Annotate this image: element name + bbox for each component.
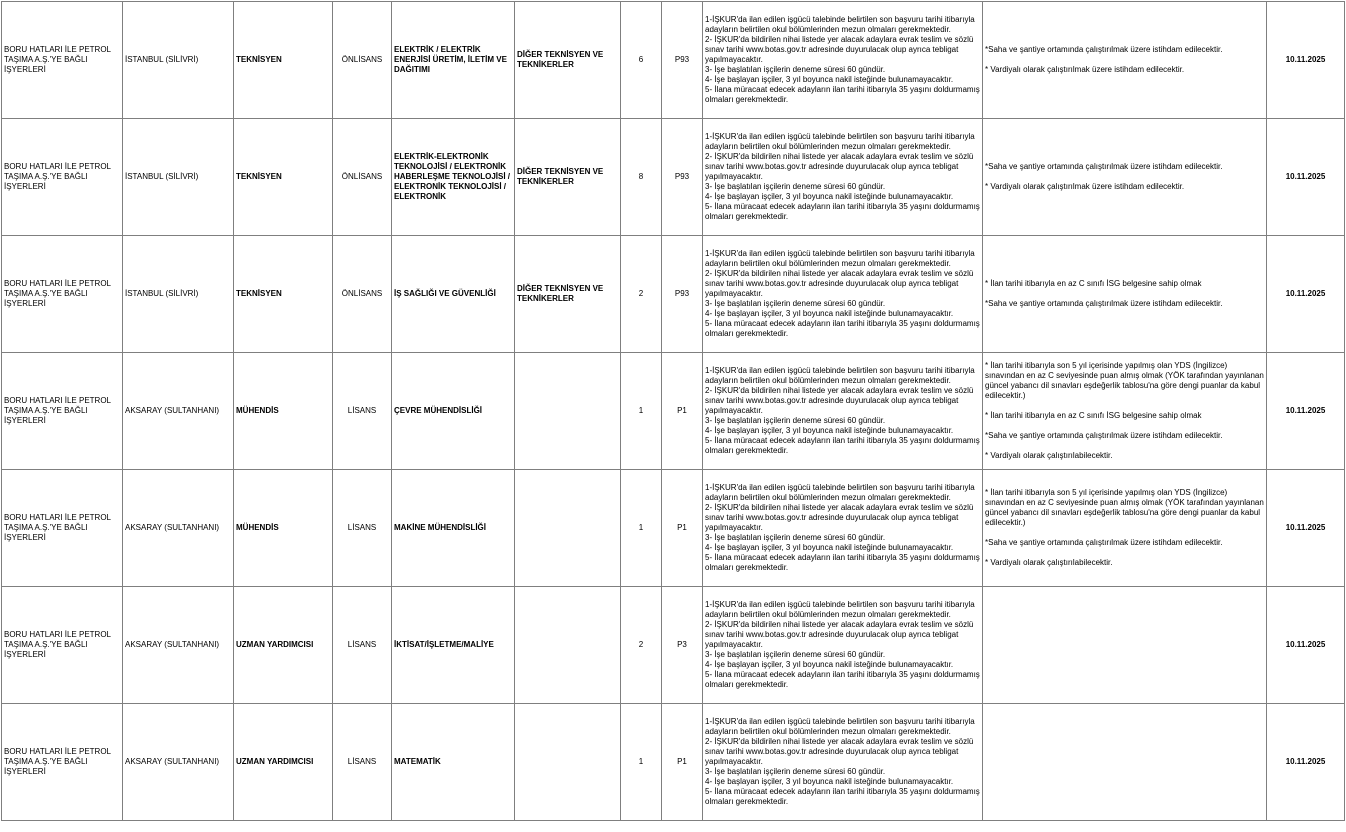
position-cell: MÜHENDİS (234, 470, 333, 587)
date-cell: 10.11.2025 (1267, 236, 1345, 353)
date-cell: 10.11.2025 (1267, 2, 1345, 119)
requirement-item: * İlan tarihi itibarıyla son 5 yıl içerisinde yapılmış olan YDS (İngilizce) sınavından en az C seviyesinde puan almış olmak (YÖK tarafından yayınlanan güncel yabancı dil sınavları eşdeğerlik tablosu'na göre dengi puanlar da kabul edilecektir.) (985, 361, 1264, 400)
table-row (2, 470, 1345, 587)
requirement-spacer (985, 55, 1264, 65)
table-row (2, 353, 1345, 470)
requirement-item: * Vardiyalı olarak çalıştırılabilecektir. (985, 451, 1113, 460)
requirement-item: * Vardiyalı olarak çalıştırılmak üzere istihdam edilecektir. (985, 65, 1185, 74)
location-cell: İSTANBUL (SİLİVRİ) (123, 236, 234, 353)
location-cell: İSTANBUL (SİLİVRİ) (123, 2, 234, 119)
conditions-cell: 1-İŞKUR'da ilan edilen işgücü talebinde belirtilen son başvuru tarihi itibarıyla adayların belirtilen okul bölümlerinden mezun olmaları gerekmektedir. 2- İŞKUR'da bildirilen nihai listede yer alacak adaylara evrak teslim ve sözlü sınav tarihi www.botas.gov.tr adresinde duyurulacak olup ayrıca tebligat yapılmayacaktır. 3- İşe başlatılan işçilerin deneme süresi 60 gündür. 4- İşe başlayan işçiler, 3 yıl boyunca nakil isteğinde bulunamayacaktır. 5- İlana müracaat edecek adayların ilan tarihi itibarıyla 35 yaşını doldurmamış olmaları gerekmektedir. (703, 236, 983, 353)
conditions-cell: 1-İŞKUR'da ilan edilen işgücü talebinde belirtilen son başvuru tarihi itibarıyla adayların belirtilen okul bölümlerinden mezun olmaları gerekmektedir. 2- İŞKUR'da bildirilen nihai listede yer alacak adaylara evrak teslim ve sözlü sınav tarihi www.botas.gov.tr adresinde duyurulacak olup ayrıca tebligat yapılmayacaktır. 3- İşe başlatılan işçilerin deneme süresi 60 gündür. 4- İşe başlayan işçiler, 3 yıl boyunca nakil isteğinde bulunamayacaktır. 5- İlana müracaat edecek adayların ilan tarihi itibarıyla 35 yaşını doldurmamış olmaları gerekmektedir. (703, 587, 983, 704)
location-cell: AKSARAY (SULTANHANI) (123, 470, 234, 587)
position-cell: UZMAN YARDIMCISI (234, 587, 333, 704)
count-cell: 1 (621, 704, 662, 821)
requirement-item: *Saha ve şantiye ortamında çalıştırılmak üzere istihdam edilecektir. (985, 45, 1223, 54)
employer-cell: BORU HATLARI İLE PETROL TAŞIMA A.Ş.'YE BAĞLI İŞYERLERİ (2, 470, 123, 587)
education-cell: LİSANS (333, 353, 392, 470)
department-cell: İKTİSAT/İŞLETME/MALİYE (392, 587, 515, 704)
employer-cell: BORU HATLARI İLE PETROL TAŞIMA A.Ş.'YE BAĞLI İŞYERLERİ (2, 353, 123, 470)
requirement-spacer (985, 172, 1264, 182)
requirements-cell (983, 236, 1267, 353)
score-type-cell: P93 (662, 119, 703, 236)
score-type-cell: P1 (662, 353, 703, 470)
department-cell: ELEKTRİK-ELEKTRONİK TEKNOLOJİSİ / ELEKTRONİK HABERLEŞME TEKNOLOJİSİ / ELEKTRONİK TEKNOLOJİSİ / ELEKTRONİK (392, 119, 515, 236)
count-cell: 2 (621, 236, 662, 353)
employer-cell: BORU HATLARI İLE PETROL TAŞIMA A.Ş.'YE BAĞLI İŞYERLERİ (2, 236, 123, 353)
profession-cell (515, 470, 621, 587)
count-cell: 8 (621, 119, 662, 236)
requirements-cell (983, 470, 1267, 587)
conditions-cell: 1-İŞKUR'da ilan edilen işgücü talebinde belirtilen son başvuru tarihi itibarıyla adayların belirtilen okul bölümlerinden mezun olmaları gerekmektedir. 2- İŞKUR'da bildirilen nihai listede yer alacak adaylara evrak teslim ve sözlü sınav tarihi www.botas.gov.tr adresinde duyurulacak olup ayrıca tebligat yapılmayacaktır. 3- İşe başlatılan işçilerin deneme süresi 60 gündür. 4- İşe başlayan işçiler, 3 yıl boyunca nakil isteğinde bulunamayacaktır. 5- İlana müracaat edecek adayların ilan tarihi itibarıyla 35 yaşını doldurmamış olmaları gerekmektedir. (703, 470, 983, 587)
position-cell: UZMAN YARDIMCISI (234, 704, 333, 821)
employer-cell: BORU HATLARI İLE PETROL TAŞIMA A.Ş.'YE BAĞLI İŞYERLERİ (2, 119, 123, 236)
score-type-cell: P93 (662, 236, 703, 353)
department-cell: ELEKTRİK / ELEKTRİK ENERJİSİ ÜRETİM, İLETİM VE DAĞITIMI (392, 2, 515, 119)
conditions-cell: 1-İŞKUR'da ilan edilen işgücü talebinde belirtilen son başvuru tarihi itibarıyla adayların belirtilen okul bölümlerinden mezun olmaları gerekmektedir. 2- İŞKUR'da bildirilen nihai listede yer alacak adaylara evrak teslim ve sözlü sınav tarihi www.botas.gov.tr adresinde duyurulacak olup ayrıca tebligat yapılmayacaktır. 3- İşe başlatılan işçilerin deneme süresi 60 gündür. 4- İşe başlayan işçiler, 3 yıl boyunca nakil isteğinde bulunamayacaktır. 5- İlana müracaat edecek adayların ilan tarihi itibarıyla 35 yaşını doldurmamış olmaları gerekmektedir. (703, 353, 983, 470)
requirement-item: *Saha ve şantiye ortamında çalıştırılmak üzere istihdam edilecektir. (985, 162, 1223, 171)
education-cell: ÖNLİSANS (333, 119, 392, 236)
education-cell: LİSANS (333, 470, 392, 587)
requirement-spacer (985, 289, 1264, 299)
education-cell: LİSANS (333, 704, 392, 821)
position-cell: MÜHENDİS (234, 353, 333, 470)
conditions-cell: 1-İŞKUR'da ilan edilen işgücü talebinde belirtilen son başvuru tarihi itibarıyla adayların belirtilen okul bölümlerinden mezun olmaları gerekmektedir. 2- İŞKUR'da bildirilen nihai listede yer alacak adaylara evrak teslim ve sözlü sınav tarihi www.botas.gov.tr adresinde duyurulacak olup ayrıca tebligat yapılmayacaktır. 3- İşe başlatılan işçilerin deneme süresi 60 gündür. 4- İşe başlayan işçiler, 3 yıl boyunca nakil isteğinde bulunamayacaktır. 5- İlana müracaat edecek adayların ilan tarihi itibarıyla 35 yaşını doldurmamış olmaları gerekmektedir. (703, 119, 983, 236)
count-cell: 1 (621, 470, 662, 587)
requirement-spacer (985, 401, 1264, 411)
department-cell: MAKİNE MÜHENDİSLİĞİ (392, 470, 515, 587)
table-row (2, 119, 1345, 236)
table-row (2, 236, 1345, 353)
department-cell: MATEMATİK (392, 704, 515, 821)
count-cell: 6 (621, 2, 662, 119)
location-cell: AKSARAY (SULTANHANI) (123, 587, 234, 704)
date-cell: 10.11.2025 (1267, 704, 1345, 821)
position-cell: TEKNİSYEN (234, 119, 333, 236)
education-cell: ÖNLİSANS (333, 2, 392, 119)
employer-cell: BORU HATLARI İLE PETROL TAŞIMA A.Ş.'YE BAĞLI İŞYERLERİ (2, 2, 123, 119)
score-type-cell: P93 (662, 2, 703, 119)
count-cell: 2 (621, 587, 662, 704)
requirement-item: *Saha ve şantiye ortamında çalıştırılmak üzere istihdam edilecektir. (985, 431, 1223, 440)
conditions-cell: 1-İŞKUR'da ilan edilen işgücü talebinde belirtilen son başvuru tarihi itibarıyla adayların belirtilen okul bölümlerinden mezun olmaları gerekmektedir. 2- İŞKUR'da bildirilen nihai listede yer alacak adaylara evrak teslim ve sözlü sınav tarihi www.botas.gov.tr adresinde duyurulacak olup ayrıca tebligat yapılmayacaktır. 3- İşe başlatılan işçilerin deneme süresi 60 gündür. 4- İşe başlayan işçiler, 3 yıl boyunca nakil isteğinde bulunamayacaktır. 5- İlana müracaat edecek adayların ilan tarihi itibarıyla 35 yaşını doldurmamış olmaları gerekmektedir. (703, 704, 983, 821)
requirement-item: *Saha ve şantiye ortamında çalıştırılmak üzere istihdam edilecektir. (985, 299, 1223, 308)
position-cell: TEKNİSYEN (234, 2, 333, 119)
profession-cell: DİĞER TEKNİSYEN VE TEKNİKERLER (515, 119, 621, 236)
profession-cell (515, 704, 621, 821)
employer-cell: BORU HATLARI İLE PETROL TAŞIMA A.Ş.'YE BAĞLI İŞYERLERİ (2, 587, 123, 704)
conditions-cell: 1-İŞKUR'da ilan edilen işgücü talebinde belirtilen son başvuru tarihi itibarıyla adayların belirtilen okul bölümlerinden mezun olmaları gerekmektedir. 2- İŞKUR'da bildirilen nihai listede yer alacak adaylara evrak teslim ve sözlü sınav tarihi www.botas.gov.tr adresinde duyurulacak olup ayrıca tebligat yapılmayacaktır. 3- İşe başlatılan işçilerin deneme süresi 60 gündür. 4- İşe başlayan işçiler, 3 yıl boyunca nakil isteğinde bulunamayacaktır. 5- İlana müracaat edecek adayların ilan tarihi itibarıyla 35 yaşını doldurmamış olmaları gerekmektedir. (703, 2, 983, 119)
date-cell: 10.11.2025 (1267, 353, 1345, 470)
profession-cell: DİĞER TEKNİSYEN VE TEKNİKERLER (515, 236, 621, 353)
profession-cell (515, 353, 621, 470)
table-row (2, 587, 1345, 704)
department-cell: ÇEVRE MÜHENDİSLİĞİ (392, 353, 515, 470)
requirements-cell (983, 704, 1267, 821)
profession-cell: DİĞER TEKNİSYEN VE TEKNİKERLER (515, 2, 621, 119)
score-type-cell: P3 (662, 587, 703, 704)
department-cell: İŞ SAĞLIĞI VE GÜVENLİĞİ (392, 236, 515, 353)
requirement-spacer (985, 528, 1264, 538)
requirements-cell (983, 119, 1267, 236)
requirement-spacer (985, 548, 1264, 558)
requirement-spacer (985, 441, 1264, 451)
requirements-cell (983, 2, 1267, 119)
date-cell: 10.11.2025 (1267, 470, 1345, 587)
position-cell: TEKNİSYEN (234, 236, 333, 353)
table-row (2, 704, 1345, 821)
requirement-item: *Saha ve şantiye ortamında çalıştırılmak üzere istihdam edilecektir. (985, 538, 1223, 547)
count-cell: 1 (621, 353, 662, 470)
requirements-cell (983, 353, 1267, 470)
table-row (2, 2, 1345, 119)
requirement-item: * İlan tarihi itibarıyla son 5 yıl içerisinde yapılmış olan YDS (İngilizce) sınavından en az C seviyesinde puan almış olmak (YÖK tarafından yayınlanan güncel yabancı dil sınavları eşdeğerlik tablosu'na göre dengi puanlar da kabul edilecektir.) (985, 488, 1264, 527)
requirement-item: * İlan tarihi itibarıyla en az C sınıfı İSG belgesine sahip olmak (985, 279, 1202, 288)
date-cell: 10.11.2025 (1267, 119, 1345, 236)
location-cell: İSTANBUL (SİLİVRİ) (123, 119, 234, 236)
location-cell: AKSARAY (SULTANHANI) (123, 353, 234, 470)
requirement-item: * Vardiyalı olarak çalıştırılmak üzere istihdam edilecektir. (985, 182, 1185, 191)
education-cell: LİSANS (333, 587, 392, 704)
date-cell: 10.11.2025 (1267, 587, 1345, 704)
score-type-cell: P1 (662, 470, 703, 587)
employer-cell: BORU HATLARI İLE PETROL TAŞIMA A.Ş.'YE BAĞLI İŞYERLERİ (2, 704, 123, 821)
job-listing-table (1, 1, 1345, 821)
requirement-item: * İlan tarihi itibarıyla en az C sınıfı İSG belgesine sahip olmak (985, 411, 1202, 420)
table-body (2, 2, 1345, 821)
requirements-cell (983, 587, 1267, 704)
requirement-item: * Vardiyalı olarak çalıştırılabilecektir. (985, 558, 1113, 567)
requirement-spacer (985, 421, 1264, 431)
profession-cell (515, 587, 621, 704)
score-type-cell: P1 (662, 704, 703, 821)
location-cell: AKSARAY (SULTANHANI) (123, 704, 234, 821)
education-cell: ÖNLİSANS (333, 236, 392, 353)
